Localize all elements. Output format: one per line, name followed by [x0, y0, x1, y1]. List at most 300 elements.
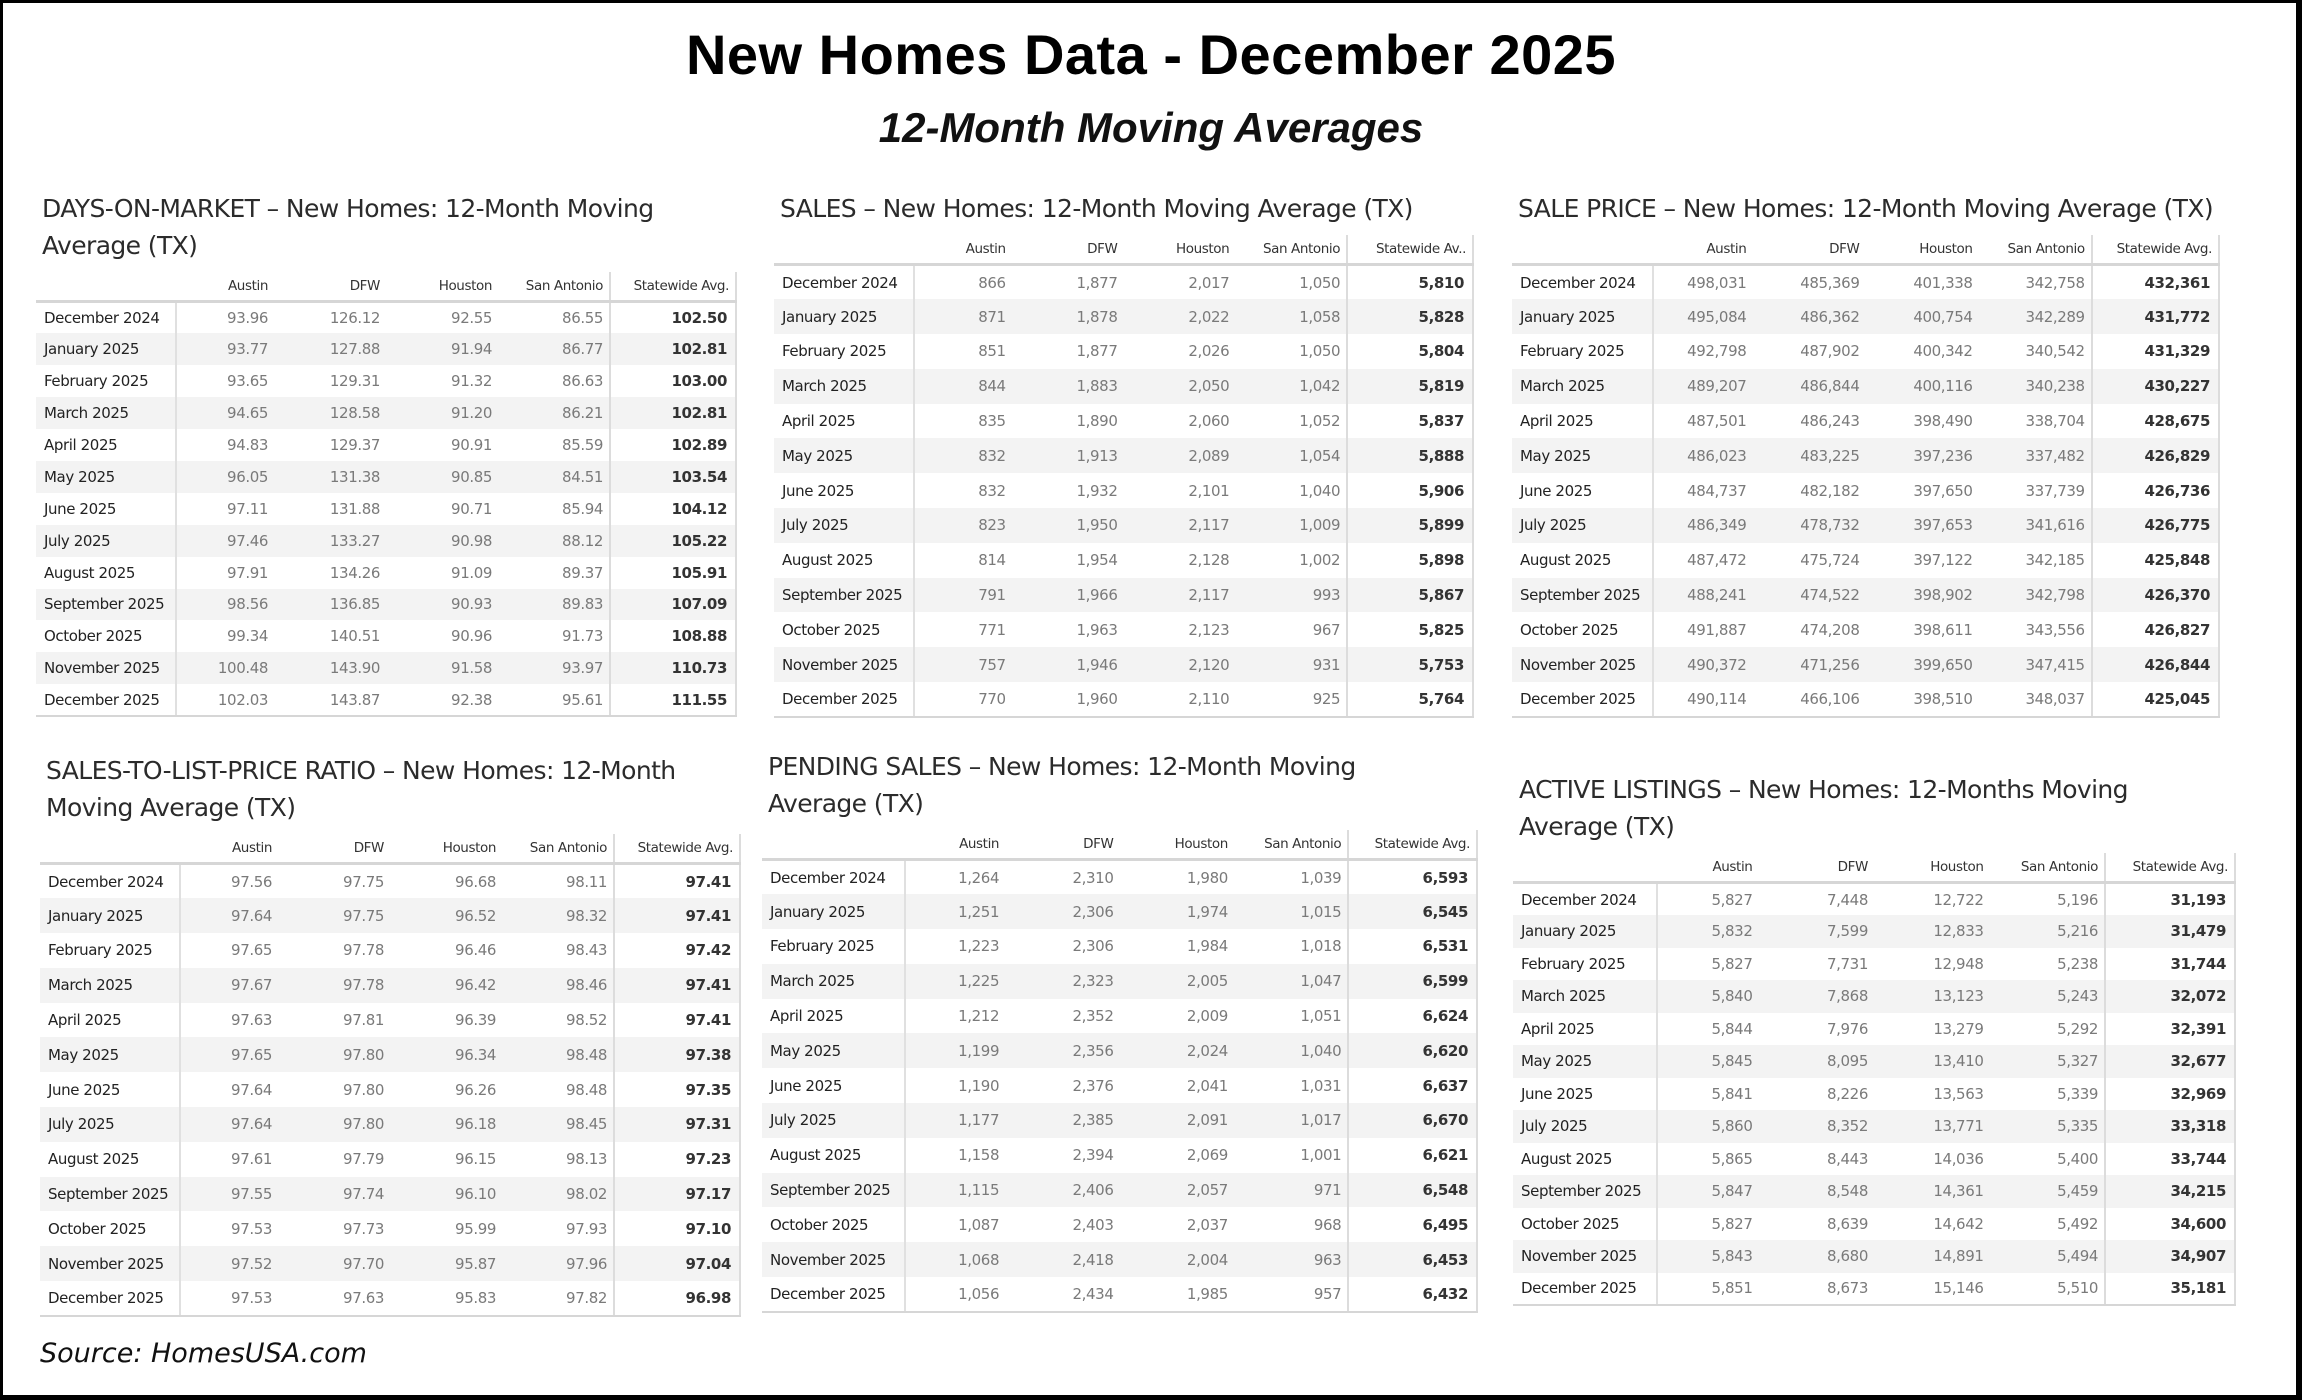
statewide-cell: 5,764 [1347, 682, 1473, 717]
statewide-cell: 5,804 [1347, 334, 1473, 369]
column-header: Austin [176, 272, 274, 302]
data-cell: 5,243 [1990, 980, 2106, 1013]
table-row [762, 964, 1477, 999]
data-cell: 1,960 [1012, 682, 1124, 717]
table-row [1512, 682, 2219, 717]
data-cell: 495,084 [1653, 299, 1752, 334]
data-cell: 13,410 [1874, 1045, 1990, 1078]
statewide-cell: 5,867 [1347, 578, 1473, 613]
data-cell: 97.65 [180, 1037, 278, 1072]
data-cell: 91.73 [562, 627, 603, 646]
statewide-cell: 102.89 [610, 429, 736, 461]
row-label: November 2025 [1512, 647, 1653, 682]
data-cell: 2,060 [1188, 412, 1230, 431]
statewide-cell: 426,829 [2092, 438, 2219, 473]
table-row [762, 1103, 1477, 1138]
pending-sales-panel [762, 748, 1478, 1313]
data-cell: 486,349 [1653, 508, 1752, 543]
data-cell: 97.79 [343, 1150, 384, 1169]
data-cell: 1,974 [1119, 894, 1233, 929]
data-cell: 126.12 [329, 309, 380, 328]
data-cell: 484,737 [1687, 481, 1747, 500]
row-label: April 2025 [36, 429, 176, 461]
table-row [762, 999, 1477, 1034]
row-label: December 2024 [774, 265, 914, 300]
table-row [1513, 1208, 2235, 1241]
data-cell: 5,845 [1657, 1045, 1758, 1078]
data-cell: 5,292 [2057, 1019, 2099, 1038]
table-row [36, 525, 736, 557]
column-header: San Antonio [1979, 235, 2092, 265]
data-cell: 398,902 [1865, 578, 1978, 613]
column-header: DFW [1005, 830, 1119, 860]
panel-title: PENDING SALES – New Homes: 12-Month Moving Average (TX) [768, 752, 1356, 818]
row-label: April 2025 [774, 404, 914, 439]
data-cell: 2,091 [1119, 1103, 1233, 1138]
data-cell: 98.43 [566, 941, 607, 960]
statewide-cell: 111.55 [610, 684, 736, 716]
data-cell: 5,827 [1711, 1214, 1753, 1233]
data-cell: 1,984 [1186, 937, 1228, 956]
table-row [36, 302, 736, 334]
data-cell: 5,827 [1711, 890, 1753, 909]
data-cell: 95.83 [390, 1281, 502, 1316]
data-cell: 98.02 [502, 1177, 614, 1212]
row-label: March 2025 [36, 397, 176, 429]
data-cell: 96.34 [390, 1037, 502, 1072]
data-cell: 95.61 [498, 684, 610, 716]
column-header: Statewide Avg. [2105, 853, 2235, 883]
data-cell: 347,415 [1979, 647, 2092, 682]
data-cell: 102.03 [176, 684, 274, 716]
data-cell: 1,047 [1234, 964, 1348, 999]
data-cell: 1,225 [905, 964, 1005, 999]
statewide-cell: 5,837 [1347, 404, 1473, 439]
row-label: August 2025 [36, 557, 176, 589]
data-cell: 1,158 [958, 1146, 1000, 1165]
statewide-cell: 5,753 [1347, 647, 1473, 682]
data-cell: 2,004 [1119, 1242, 1233, 1277]
data-table [1513, 853, 2236, 1306]
table-row [40, 1177, 740, 1212]
statewide-cell: 97.41 [614, 1003, 740, 1038]
data-cell: 136.85 [274, 589, 386, 621]
data-cell: 397,650 [1913, 481, 1973, 500]
table-row [40, 1003, 740, 1038]
data-cell: 5,860 [1657, 1110, 1758, 1143]
data-cell: 5,832 [1657, 915, 1758, 948]
row-label: October 2025 [1512, 612, 1653, 647]
data-cell: 967 [1312, 620, 1341, 639]
statewide-cell: 5,828 [1347, 299, 1473, 334]
data-cell: 90.71 [451, 499, 492, 518]
statewide-cell: 97.38 [614, 1037, 740, 1072]
data-cell: 97.91 [227, 563, 268, 582]
statewide-cell: 5,898 [1347, 543, 1473, 578]
data-cell: 97.11 [227, 499, 268, 518]
data-cell: 14,361 [1874, 1175, 1990, 1208]
statewide-cell: 425,045 [2092, 682, 2219, 717]
data-cell: 1,878 [1012, 299, 1124, 334]
table-row [774, 682, 1473, 717]
data-cell: 129.31 [329, 372, 380, 391]
data-cell: 2,101 [1188, 481, 1230, 500]
row-label: August 2025 [774, 543, 914, 578]
data-cell: 925 [1235, 682, 1347, 717]
data-cell: 2,128 [1188, 551, 1230, 570]
data-cell: 8,673 [1758, 1273, 1874, 1306]
data-cell: 2,394 [1072, 1146, 1114, 1165]
statewide-cell: 104.12 [610, 493, 736, 525]
statewide-cell: 426,736 [2092, 473, 2219, 508]
data-cell: 871 [914, 299, 1012, 334]
statewide-cell: 431,772 [2092, 299, 2219, 334]
data-cell: 91.32 [451, 372, 492, 391]
table-row [1512, 473, 2219, 508]
table-row [1513, 1143, 2235, 1176]
data-cell: 2,356 [1005, 1033, 1119, 1068]
panel-title: SALES-TO-LIST-PRICE RATIO – New Homes: 12-Month Moving Average (TX) [46, 756, 676, 822]
data-cell: 474,522 [1752, 578, 1865, 613]
data-cell: 485,369 [1800, 273, 1860, 292]
data-cell: 1,051 [1300, 1007, 1342, 1026]
table-row [1512, 578, 2219, 613]
data-cell: 90.85 [386, 461, 498, 493]
data-cell: 2,069 [1186, 1146, 1228, 1165]
row-label: October 2025 [40, 1211, 180, 1246]
data-cell: 8,680 [1758, 1240, 1874, 1273]
table-row [774, 438, 1473, 473]
statewide-cell: 5,888 [1347, 438, 1473, 473]
table-row [1513, 915, 2235, 948]
data-cell: 471,256 [1752, 647, 1865, 682]
data-cell: 1,056 [905, 1277, 1005, 1312]
statewide-cell: 426,844 [2092, 647, 2219, 682]
row-label: August 2025 [1512, 543, 1653, 578]
data-cell: 488,241 [1653, 578, 1752, 613]
statewide-cell: 6,670 [1348, 1103, 1477, 1138]
statewide-cell: 6,593 [1348, 860, 1477, 895]
data-cell: 2,123 [1188, 620, 1230, 639]
data-table [1512, 235, 2220, 718]
row-label: October 2025 [762, 1207, 905, 1242]
data-cell: 90.98 [386, 525, 498, 557]
sales-to-list-ratio-panel [40, 752, 741, 1317]
column-header: DFW [1758, 853, 1874, 883]
data-cell: 474,208 [1800, 620, 1860, 639]
row-label: March 2025 [1513, 980, 1657, 1013]
data-cell: 400,116 [1865, 369, 1978, 404]
data-cell: 1,042 [1235, 369, 1347, 404]
data-cell: 1,946 [1012, 647, 1124, 682]
statewide-cell: 32,969 [2105, 1078, 2235, 1111]
data-cell: 98.48 [502, 1037, 614, 1072]
statewide-cell: 110.73 [610, 652, 736, 684]
data-cell: 1,177 [905, 1103, 1005, 1138]
data-cell: 99.34 [227, 627, 268, 646]
header-row [774, 235, 1473, 265]
row-label: December 2024 [1512, 265, 1653, 300]
row-label: December 2024 [36, 302, 176, 334]
data-cell: 129.37 [329, 436, 380, 454]
data-cell: 97.80 [343, 1080, 384, 1099]
data-cell: 94.83 [227, 436, 268, 454]
row-label: May 2025 [774, 438, 914, 473]
table-row [762, 1173, 1477, 1208]
statewide-cell: 97.41 [614, 864, 740, 899]
data-cell: 98.46 [502, 968, 614, 1003]
data-cell: 490,114 [1653, 682, 1752, 717]
table-row [1512, 334, 2219, 369]
header-stub [774, 235, 914, 265]
data-cell: 97.78 [343, 941, 384, 960]
data-cell: 98.56 [176, 589, 274, 621]
data-cell: 97.63 [231, 1011, 272, 1030]
sales-panel [774, 190, 1474, 718]
table-row [1513, 883, 2235, 916]
statewide-cell: 97.23 [614, 1142, 740, 1177]
statewide-cell: 425,848 [2092, 543, 2219, 578]
table-row [774, 369, 1473, 404]
data-cell: 97.55 [180, 1177, 278, 1212]
table-row [40, 1072, 740, 1107]
data-cell: 2,110 [1123, 682, 1235, 717]
data-cell: 131.88 [329, 499, 380, 518]
data-cell: 489,207 [1653, 369, 1752, 404]
data-cell: 85.94 [562, 499, 603, 518]
data-cell: 483,225 [1752, 438, 1865, 473]
data-cell: 397,236 [1865, 438, 1978, 473]
row-label: December 2024 [762, 860, 905, 895]
table-row [36, 429, 736, 461]
header-row [762, 830, 1477, 860]
data-cell: 8,352 [1758, 1110, 1874, 1143]
data-cell: 12,833 [1874, 915, 1990, 948]
table-row [762, 1033, 1477, 1068]
data-cell: 2,306 [1072, 937, 1114, 956]
data-table [36, 272, 737, 717]
statewide-cell: 31,193 [2105, 883, 2235, 916]
data-cell: 1,052 [1299, 412, 1341, 431]
data-cell: 96.15 [455, 1150, 496, 1169]
data-cell: 97.63 [278, 1281, 390, 1316]
data-cell: 97.67 [180, 968, 278, 1003]
statewide-cell: 97.17 [614, 1177, 740, 1212]
data-cell: 97.81 [343, 1011, 384, 1030]
row-label: July 2025 [762, 1103, 905, 1138]
data-cell: 1,018 [1300, 937, 1342, 956]
row-label: April 2025 [1512, 404, 1653, 439]
row-label: December 2025 [36, 684, 176, 716]
row-label: July 2025 [1513, 1110, 1657, 1143]
column-header: DFW [274, 272, 386, 302]
data-cell: 97.53 [180, 1281, 278, 1316]
data-cell: 7,976 [1827, 1019, 1868, 1038]
data-cell: 97.75 [343, 872, 384, 891]
header-row [1513, 853, 2235, 883]
data-cell: 398,510 [1865, 682, 1978, 717]
table-row [1513, 980, 2235, 1013]
table-row [40, 1211, 740, 1246]
data-cell: 1,877 [1076, 273, 1118, 292]
column-header: Houston [1874, 853, 1990, 883]
table-row [40, 1142, 740, 1177]
column-header: Austin [914, 235, 1012, 265]
table-row [774, 404, 1473, 439]
data-cell: 90.91 [451, 436, 492, 454]
statewide-cell: 34,600 [2105, 1208, 2235, 1241]
data-cell: 341,616 [1979, 508, 2092, 543]
row-label: November 2025 [40, 1246, 180, 1281]
row-label: January 2025 [36, 333, 176, 365]
data-cell: 1,264 [958, 868, 1000, 887]
data-cell: 7,731 [1827, 954, 1868, 973]
data-cell: 5,827 [1711, 954, 1753, 973]
row-label: September 2025 [40, 1177, 180, 1212]
row-label: June 2025 [762, 1068, 905, 1103]
data-cell: 94.65 [176, 397, 274, 429]
table-row [1512, 647, 2219, 682]
data-cell: 1,950 [1012, 508, 1124, 543]
row-label: September 2025 [1513, 1175, 1657, 1208]
data-cell: 397,122 [1913, 551, 1973, 570]
header-stub [762, 830, 905, 860]
data-cell: 5,216 [1990, 915, 2106, 948]
table-row [36, 333, 736, 365]
statewide-cell: 6,624 [1348, 999, 1477, 1034]
data-cell: 2,026 [1188, 342, 1230, 361]
data-cell: 1,251 [905, 894, 1005, 929]
table-row [774, 508, 1473, 543]
table-row [774, 647, 1473, 682]
data-cell: 93.97 [498, 652, 610, 684]
column-header: DFW [1752, 235, 1865, 265]
data-cell: 1,058 [1235, 299, 1347, 334]
row-label: June 2025 [774, 473, 914, 508]
data-cell: 97.52 [180, 1246, 278, 1281]
table-row [762, 1242, 1477, 1277]
column-header: Austin [1657, 853, 1758, 883]
data-cell: 1,966 [1012, 578, 1124, 613]
row-label: July 2025 [774, 508, 914, 543]
row-label: April 2025 [762, 999, 905, 1034]
data-cell: 8,639 [1827, 1214, 1868, 1233]
panel-title: SALE PRICE – New Homes: 12-Month Moving Average (TX) [1518, 194, 2213, 223]
data-cell: 5,459 [1990, 1175, 2106, 1208]
table-row [1513, 1110, 2235, 1143]
data-cell: 12,722 [1933, 890, 1984, 909]
table-row [36, 461, 736, 493]
row-label: December 2024 [40, 864, 180, 899]
data-cell: 486,023 [1653, 438, 1752, 473]
header-stub [36, 272, 176, 302]
row-label: December 2025 [40, 1281, 180, 1316]
row-label: December 2025 [774, 682, 914, 717]
row-label: September 2025 [1512, 578, 1653, 613]
statewide-cell: 5,906 [1347, 473, 1473, 508]
panel-title: ACTIVE LISTINGS – New Homes: 12-Months Moving Average (TX) [1519, 775, 2128, 841]
row-label: April 2025 [40, 1003, 180, 1038]
data-cell: 89.83 [498, 589, 610, 621]
statewide-cell: 97.42 [614, 933, 740, 968]
table-row [774, 334, 1473, 369]
row-label: October 2025 [774, 612, 914, 647]
data-cell: 5,843 [1657, 1240, 1758, 1273]
data-cell: 90.93 [386, 589, 498, 621]
data-cell: 86.63 [562, 372, 603, 391]
row-label: December 2025 [1513, 1273, 1657, 1306]
row-label: December 2025 [1512, 682, 1653, 717]
data-cell: 98.13 [566, 1150, 607, 1169]
row-label: December 2024 [1513, 883, 1657, 916]
table-row [1512, 508, 2219, 543]
table-row [1512, 543, 2219, 578]
statewide-cell: 6,545 [1348, 894, 1477, 929]
data-cell: 491,887 [1687, 620, 1747, 639]
statewide-cell: 431,329 [2092, 334, 2219, 369]
statewide-cell: 5,810 [1347, 265, 1473, 300]
table-row [36, 589, 736, 621]
data-cell: 866 [978, 273, 1006, 292]
table-row [762, 1068, 1477, 1103]
data-cell: 1,212 [958, 1007, 1000, 1026]
row-label: August 2025 [762, 1138, 905, 1173]
statewide-cell: 6,548 [1348, 1173, 1477, 1208]
data-cell: 337,739 [2025, 481, 2085, 500]
data-cell: 482,182 [1800, 481, 1860, 500]
row-label: February 2025 [762, 929, 905, 964]
data-cell: 397,653 [1865, 508, 1978, 543]
data-cell: 2,406 [1005, 1173, 1119, 1208]
column-header: San Antonio [1235, 235, 1347, 265]
data-cell: 340,542 [2025, 342, 2085, 361]
row-label: November 2025 [762, 1242, 905, 1277]
data-cell: 98.48 [566, 1080, 607, 1099]
data-cell: 2,057 [1119, 1173, 1233, 1208]
row-label: May 2025 [1513, 1045, 1657, 1078]
data-cell: 97.82 [502, 1281, 614, 1316]
data-cell: 993 [1235, 578, 1347, 613]
row-label: August 2025 [40, 1142, 180, 1177]
data-cell: 1,002 [1299, 551, 1341, 570]
data-cell: 1,890 [1076, 412, 1118, 431]
data-cell: 5,339 [2057, 1084, 2099, 1103]
column-header: Houston [1123, 235, 1235, 265]
row-label: June 2025 [1513, 1078, 1657, 1111]
statewide-cell: 5,899 [1347, 508, 1473, 543]
data-cell: 1,015 [1234, 894, 1348, 929]
data-cell: 14,891 [1874, 1240, 1990, 1273]
data-cell: 98.45 [502, 1107, 614, 1142]
data-cell: 95.87 [390, 1246, 502, 1281]
data-cell: 1,115 [905, 1173, 1005, 1208]
table-row [1513, 1273, 2235, 1306]
data-cell: 98.32 [502, 898, 614, 933]
data-cell: 1,050 [1299, 273, 1341, 292]
data-cell: 1,190 [958, 1076, 1000, 1095]
column-header: Statewide Avg. [614, 834, 740, 864]
panel-title: DAYS-ON-MARKET – New Homes: 12-Month Moving Average (TX) [42, 194, 654, 260]
table-row [1512, 299, 2219, 334]
data-cell: 92.38 [386, 684, 498, 716]
table-row [36, 365, 736, 397]
data-cell: 2,005 [1119, 964, 1233, 999]
data-cell: 8,226 [1827, 1084, 1868, 1103]
sale-price-panel [1512, 190, 2220, 718]
data-cell: 8,548 [1758, 1175, 1874, 1208]
header-stub [40, 834, 180, 864]
data-cell: 8,095 [1758, 1045, 1874, 1078]
